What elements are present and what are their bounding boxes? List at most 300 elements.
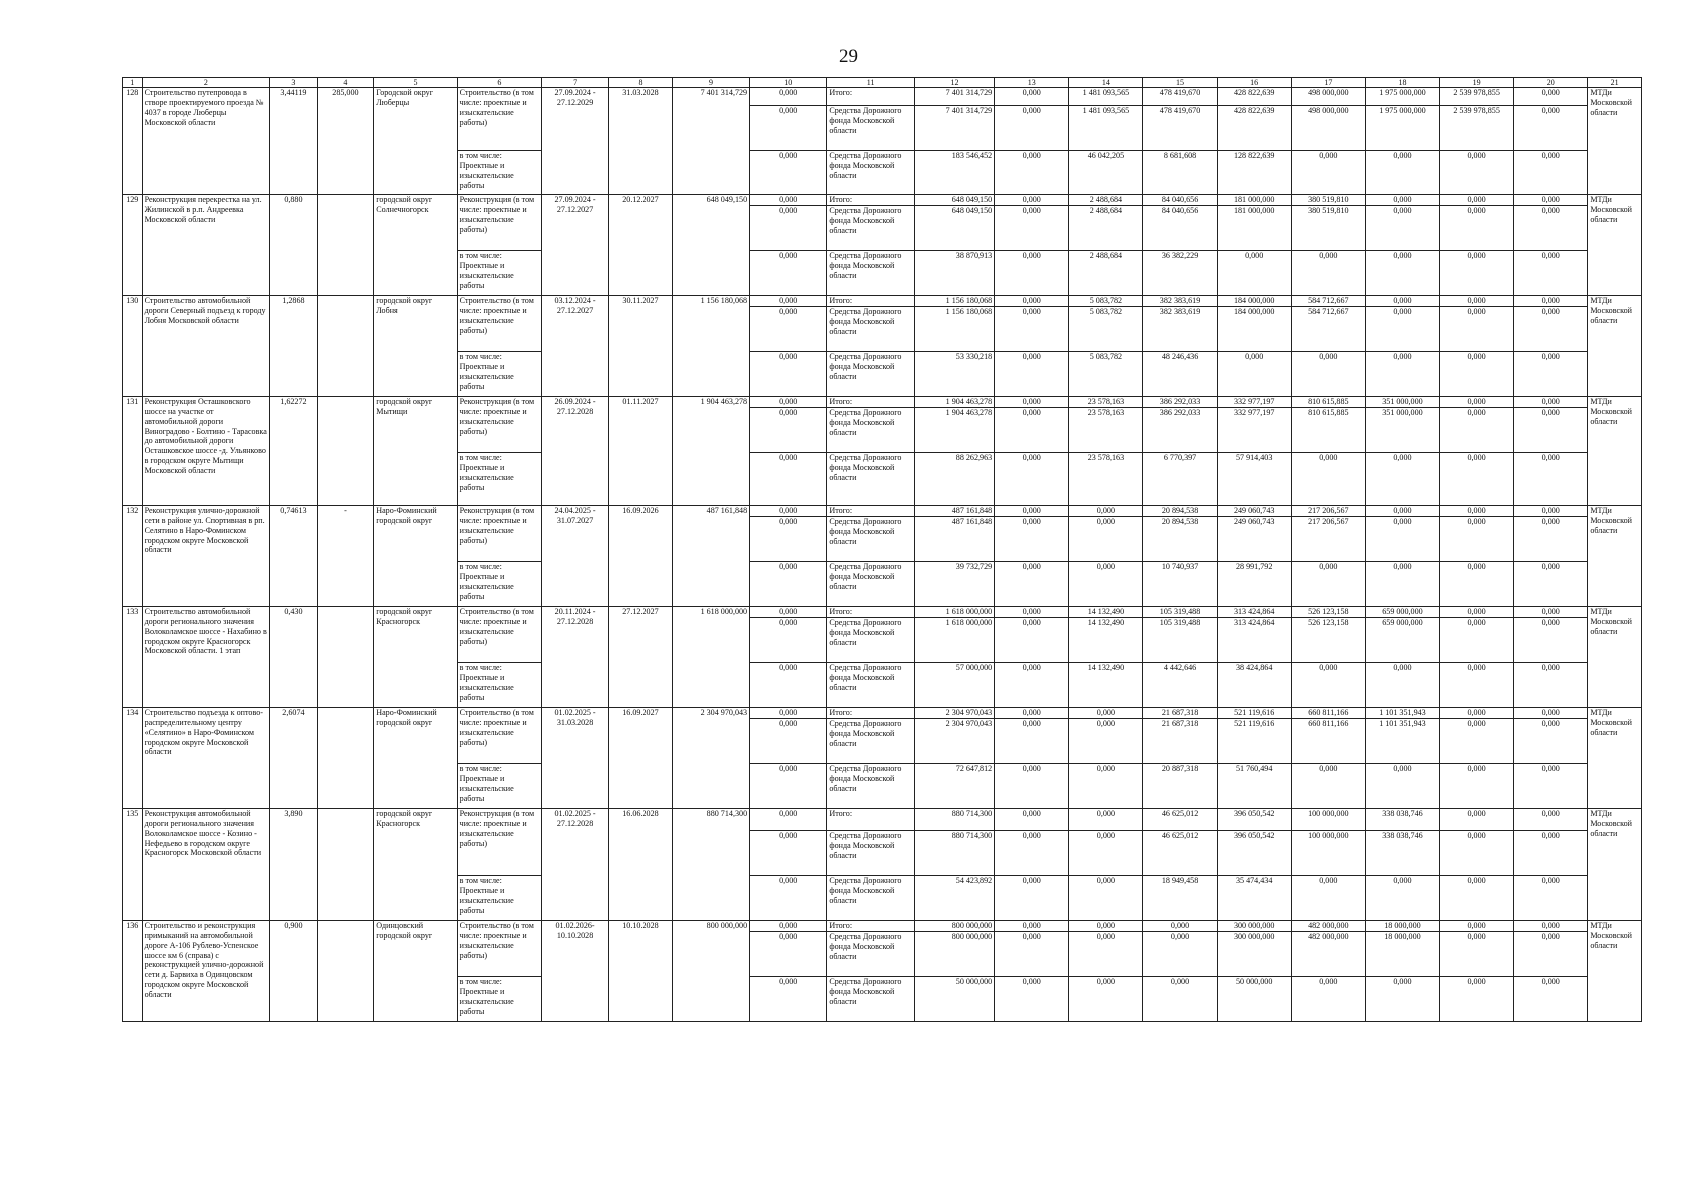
year-amount: 20 894,538 <box>1143 506 1217 517</box>
object-name: Строительство путепровода в створе проектируемого проезда № 4037 в городе Люберцы Московской области <box>142 88 270 195</box>
year-amount: 100 000,000 <box>1291 831 1365 876</box>
financed-amount: 0,000 <box>750 206 827 251</box>
year-amount: 0,000 <box>1514 708 1588 719</box>
total-cost: 1 904 463,278 <box>672 397 749 506</box>
work-dates: 01.02.2025 - 31.03.2028 <box>542 708 609 809</box>
responsible-org: МТДи Московской области <box>1588 506 1642 607</box>
year-amount: 498 000,000 <box>1291 88 1365 106</box>
financed-amount: 0,000 <box>750 831 827 876</box>
financed-amount: 0,000 <box>750 352 827 397</box>
year-amount: 526 123,158 <box>1291 618 1365 663</box>
column-number: 5 <box>374 78 457 88</box>
year-amount: 249 060,743 <box>1217 506 1291 517</box>
work-subtype: в том числе: Проектные и изыскательские работы <box>457 251 541 296</box>
work-type: Строительство (в том числе: проектные и изыскательские работы) <box>457 88 541 151</box>
completion-date: 16.09.2027 <box>609 708 673 809</box>
column-number: 20 <box>1514 78 1588 88</box>
year-amount: 0,000 <box>1440 408 1514 453</box>
year-amount: 482 000,000 <box>1291 921 1365 932</box>
year-amount: 0,000 <box>1440 307 1514 352</box>
year-amount: 478 419,670 <box>1143 106 1217 151</box>
object-name: Строительство автомобильной дороги регионального значения Волоколамское шоссе - Нахабино в городском округе Красногорск Московской области. 1 этап <box>142 607 270 708</box>
year-amount: 487 161,848 <box>914 506 994 517</box>
year-amount: 0,000 <box>995 206 1069 251</box>
year-amount: 300 000,000 <box>1217 932 1291 977</box>
year-amount: 57 000,000 <box>914 663 994 708</box>
year-amount: 482 000,000 <box>1291 932 1365 977</box>
year-amount: 0,000 <box>995 453 1069 506</box>
year-amount: 300 000,000 <box>1217 921 1291 932</box>
funding-source: Средства Дорожного фонда Московской области <box>827 764 915 809</box>
year-amount: 2 304 970,043 <box>914 708 994 719</box>
year-amount: 0,000 <box>1365 453 1439 506</box>
year-amount: 648 049,150 <box>914 195 994 206</box>
column-number: 4 <box>317 78 374 88</box>
year-amount: 1 156 180,068 <box>914 296 994 307</box>
year-amount: 8 681,608 <box>1143 151 1217 195</box>
year-amount: 0,000 <box>1291 453 1365 506</box>
year-amount: 0,000 <box>1440 618 1514 663</box>
year-amount: 7 401 314,729 <box>914 88 994 106</box>
page-number: 29 <box>839 46 858 67</box>
table-row <box>123 397 1642 408</box>
year-amount: 338 038,746 <box>1365 809 1439 831</box>
year-amount: 0,000 <box>995 921 1069 932</box>
year-amount: 0,000 <box>995 251 1069 296</box>
year-amount: 0,000 <box>1069 921 1143 932</box>
year-amount: 0,000 <box>1291 876 1365 921</box>
year-amount: 0,000 <box>1514 831 1588 876</box>
year-amount: 0,000 <box>1514 506 1588 517</box>
column-number: 11 <box>827 78 915 88</box>
year-amount: 23 578,163 <box>1069 453 1143 506</box>
year-amount: 0,000 <box>1440 296 1514 307</box>
year-amount: 800 000,000 <box>914 932 994 977</box>
object-name: Строительство автомобильной дороги Северный подъезд к городу Лобня Московской области <box>142 296 270 397</box>
total-cost: 487 161,848 <box>672 506 749 607</box>
year-amount: 0,000 <box>1514 307 1588 352</box>
year-amount: 0,000 <box>995 831 1069 876</box>
year-amount: 51 760,494 <box>1217 764 1291 809</box>
financed-amount: 0,000 <box>750 719 827 764</box>
year-amount: 1 101 351,943 <box>1365 719 1439 764</box>
table-row <box>123 296 1642 307</box>
year-amount: 0,000 <box>995 296 1069 307</box>
capacity-km: 1,62272 <box>270 397 317 506</box>
column-number: 10 <box>750 78 827 88</box>
year-amount: 0,000 <box>1440 663 1514 708</box>
row-number: 134 <box>123 708 143 809</box>
total-cost: 1 618 000,000 <box>672 607 749 708</box>
financed-amount: 0,000 <box>750 195 827 206</box>
year-amount: 0,000 <box>1217 352 1291 397</box>
row-number: 133 <box>123 607 143 708</box>
year-amount: 0,000 <box>1514 618 1588 663</box>
year-amount: 181 000,000 <box>1217 206 1291 251</box>
capacity-km: 0,880 <box>270 195 317 296</box>
capacity-km: 3,890 <box>270 809 317 921</box>
year-amount: 521 119,616 <box>1217 708 1291 719</box>
work-subtype: в том числе: Проектные и изыскательские работы <box>457 562 541 607</box>
year-amount: 0,000 <box>1514 251 1588 296</box>
year-amount: 5 083,782 <box>1069 307 1143 352</box>
capacity-km: 2,6074 <box>270 708 317 809</box>
year-amount: 57 914,403 <box>1217 453 1291 506</box>
financed-amount: 0,000 <box>750 517 827 562</box>
table-row <box>123 708 1642 719</box>
year-amount: 0,000 <box>1217 251 1291 296</box>
funding-source: Средства Дорожного фонда Московской области <box>827 453 915 506</box>
column-number-row <box>123 78 1642 88</box>
capacity-value <box>317 607 374 708</box>
year-amount: 53 330,218 <box>914 352 994 397</box>
financed-amount: 0,000 <box>750 932 827 977</box>
capacity-value <box>317 195 374 296</box>
year-amount: 648 049,150 <box>914 206 994 251</box>
capacity-value <box>317 397 374 506</box>
year-amount: 0,000 <box>1514 408 1588 453</box>
responsible-org: МТДи Московской области <box>1588 195 1642 296</box>
year-amount: 35 474,434 <box>1217 876 1291 921</box>
work-dates: 27.09.2024 - 27.12.2027 <box>542 195 609 296</box>
object-name: Реконструкция автомобильной дороги регионального значения Волоколамское шоссе - Козино - Нефедьево в городском округе Красногорск Московской области <box>142 809 270 921</box>
year-amount: 0,000 <box>1514 195 1588 206</box>
year-amount: 0,000 <box>1440 506 1514 517</box>
year-amount: 54 423,892 <box>914 876 994 921</box>
table-row <box>123 88 1642 106</box>
funding-source: Средства Дорожного фонда Московской области <box>827 977 915 1022</box>
year-amount: 0,000 <box>1440 517 1514 562</box>
total-cost: 648 049,150 <box>672 195 749 296</box>
year-amount: 0,000 <box>1440 932 1514 977</box>
year-amount: 0,000 <box>1291 352 1365 397</box>
completion-date: 20.12.2027 <box>609 195 673 296</box>
year-amount: 0,000 <box>1514 517 1588 562</box>
year-amount: 50 000,000 <box>1217 977 1291 1022</box>
work-subtype: в том числе: Проектные и изыскательские работы <box>457 876 541 921</box>
year-amount: 0,000 <box>1440 831 1514 876</box>
funding-source: Итого: <box>827 708 915 719</box>
year-amount: 428 822,639 <box>1217 88 1291 106</box>
year-amount: 880 714,300 <box>914 809 994 831</box>
funding-source: Итого: <box>827 397 915 408</box>
year-amount: 659 000,000 <box>1365 618 1439 663</box>
year-amount: 0,000 <box>995 88 1069 106</box>
municipality: городской округ Солнечногорск <box>374 195 457 296</box>
financed-amount: 0,000 <box>750 397 827 408</box>
year-amount: 0,000 <box>1069 809 1143 831</box>
column-number: 8 <box>609 78 673 88</box>
object-name: Строительство подъезда к оптово-распределительному центру «Селятино» в Наро-Фоминском городском округе Московской области <box>142 708 270 809</box>
year-amount: 0,000 <box>1143 977 1217 1022</box>
work-subtype: в том числе: Проектные и изыскательские работы <box>457 663 541 708</box>
year-amount: 0,000 <box>1440 151 1514 195</box>
financed-amount: 0,000 <box>750 453 827 506</box>
capacity-value <box>317 296 374 397</box>
municipality: Городской округ Люберцы <box>374 88 457 195</box>
year-amount: 217 206,567 <box>1291 517 1365 562</box>
financed-amount: 0,000 <box>750 307 827 352</box>
year-amount: 659 000,000 <box>1365 607 1439 618</box>
year-amount: 0,000 <box>1440 764 1514 809</box>
completion-date: 16.06.2028 <box>609 809 673 921</box>
municipality: городской округ Лобня <box>374 296 457 397</box>
financed-amount: 0,000 <box>750 977 827 1022</box>
financed-amount: 0,000 <box>750 708 827 719</box>
year-amount: 0,000 <box>1365 195 1439 206</box>
work-dates: 26.09.2024 - 27.12.2028 <box>542 397 609 506</box>
column-number: 15 <box>1143 78 1217 88</box>
financed-amount: 0,000 <box>750 607 827 618</box>
year-amount: 38 424,864 <box>1217 663 1291 708</box>
work-dates: 01.02.2025 - 27.12.2028 <box>542 809 609 921</box>
year-amount: 0,000 <box>995 708 1069 719</box>
year-amount: 88 262,963 <box>914 453 994 506</box>
column-number: 21 <box>1588 78 1642 88</box>
financed-amount: 0,000 <box>750 408 827 453</box>
object-name: Реконструкция улично-дорожной сети в районе ул. Спортивная в рп. Селятино в Наро-Фоминском городском округе Московской области <box>142 506 270 607</box>
year-amount: 128 822,639 <box>1217 151 1291 195</box>
work-dates: 01.02.2026- 10.10.2028 <box>542 921 609 1022</box>
year-amount: 0,000 <box>1514 607 1588 618</box>
funding-source: Итого: <box>827 506 915 517</box>
funding-source: Средства Дорожного фонда Московской области <box>827 307 915 352</box>
row-number: 130 <box>123 296 143 397</box>
funding-source: Средства Дорожного фонда Московской области <box>827 517 915 562</box>
year-amount: 2 488,684 <box>1069 251 1143 296</box>
funding-source: Итого: <box>827 809 915 831</box>
responsible-org: МТДи Московской области <box>1588 607 1642 708</box>
year-amount: 0,000 <box>1514 562 1588 607</box>
year-amount: 0,000 <box>1514 352 1588 397</box>
completion-date: 01.11.2027 <box>609 397 673 506</box>
year-amount: 1 618 000,000 <box>914 607 994 618</box>
year-amount: 660 811,166 <box>1291 708 1365 719</box>
total-cost: 1 156 180,068 <box>672 296 749 397</box>
year-amount: 28 991,792 <box>1217 562 1291 607</box>
year-amount: 0,000 <box>1514 921 1588 932</box>
year-amount: 6 770,397 <box>1143 453 1217 506</box>
object-name: Строительство и реконструкция примыканий на автомобильной дороге А-106 Рублево-Успенское шоссе км 6 (справа) с реконструкцией улично-дорожной сети д. Барвиха в Одинцовском городском округе Московской области <box>142 921 270 1022</box>
year-amount: 0,000 <box>1514 977 1588 1022</box>
funding-source: Итого: <box>827 88 915 106</box>
work-subtype: в том числе: Проектные и изыскательские работы <box>457 352 541 397</box>
funding-source: Итого: <box>827 921 915 932</box>
year-amount: 18 000,000 <box>1365 921 1439 932</box>
year-amount: 0,000 <box>1365 506 1439 517</box>
year-amount: 0,000 <box>1291 562 1365 607</box>
year-amount: 181 000,000 <box>1217 195 1291 206</box>
capacity-km: 3,44119 <box>270 88 317 195</box>
table-row <box>123 809 1642 831</box>
responsible-org: МТДи Московской области <box>1588 809 1642 921</box>
year-amount: 382 383,619 <box>1143 307 1217 352</box>
year-amount: 0,000 <box>1514 296 1588 307</box>
row-number: 132 <box>123 506 143 607</box>
year-amount: 1 101 351,943 <box>1365 708 1439 719</box>
year-amount: 0,000 <box>1069 517 1143 562</box>
year-amount: 313 424,864 <box>1217 607 1291 618</box>
year-amount: 0,000 <box>1514 719 1588 764</box>
year-amount: 498 000,000 <box>1291 106 1365 151</box>
year-amount: 0,000 <box>995 151 1069 195</box>
funding-source: Средства Дорожного фонда Московской области <box>827 663 915 708</box>
year-amount: 0,000 <box>1440 708 1514 719</box>
year-amount: 0,000 <box>995 618 1069 663</box>
year-amount: 0,000 <box>1365 517 1439 562</box>
year-amount: 880 714,300 <box>914 831 994 876</box>
year-amount: 0,000 <box>1514 663 1588 708</box>
financed-amount: 0,000 <box>750 251 827 296</box>
financed-amount: 0,000 <box>750 151 827 195</box>
year-amount: 5 083,782 <box>1069 352 1143 397</box>
work-type: Строительство (в том числе: проектные и изыскательские работы) <box>457 296 541 352</box>
year-amount: 351 000,000 <box>1365 408 1439 453</box>
funding-source: Итого: <box>827 195 915 206</box>
year-amount: 810 615,885 <box>1291 408 1365 453</box>
year-amount: 0,000 <box>1069 506 1143 517</box>
year-amount: 0,000 <box>1440 921 1514 932</box>
year-amount: 0,000 <box>1291 251 1365 296</box>
year-amount: 0,000 <box>1143 921 1217 932</box>
year-amount: 0,000 <box>1365 251 1439 296</box>
year-amount: 380 519,810 <box>1291 195 1365 206</box>
year-amount: 332 977,197 <box>1217 397 1291 408</box>
year-amount: 0,000 <box>1440 453 1514 506</box>
year-amount: 396 050,542 <box>1217 831 1291 876</box>
municipality: городской округ Красногорск <box>374 809 457 921</box>
funding-source: Средства Дорожного фонда Московской области <box>827 876 915 921</box>
year-amount: 14 132,490 <box>1069 663 1143 708</box>
year-amount: 526 123,158 <box>1291 607 1365 618</box>
year-amount: 0,000 <box>995 307 1069 352</box>
year-amount: 84 040,656 <box>1143 195 1217 206</box>
year-amount: 0,000 <box>995 663 1069 708</box>
year-amount: 0,000 <box>1440 719 1514 764</box>
total-cost: 800 000,000 <box>672 921 749 1022</box>
year-amount: 0,000 <box>1440 876 1514 921</box>
object-name: Реконструкция перекрестка на ул. Жилинской в р.п. Андреевка Московской области <box>142 195 270 296</box>
year-amount: 0,000 <box>1069 708 1143 719</box>
capacity-value <box>317 921 374 1022</box>
year-amount: 0,000 <box>995 408 1069 453</box>
work-subtype: в том числе: Проектные и изыскательские работы <box>457 151 541 195</box>
row-number: 129 <box>123 195 143 296</box>
financed-amount: 0,000 <box>750 562 827 607</box>
year-amount: 38 870,913 <box>914 251 994 296</box>
year-amount: 0,000 <box>1365 764 1439 809</box>
capacity-km: 0,430 <box>270 607 317 708</box>
year-amount: 0,000 <box>1069 719 1143 764</box>
year-amount: 1 618 000,000 <box>914 618 994 663</box>
completion-date: 31.03.2028 <box>609 88 673 195</box>
year-amount: 0,000 <box>995 607 1069 618</box>
year-amount: 23 578,163 <box>1069 408 1143 453</box>
municipality: городской округ Мытищи <box>374 397 457 506</box>
year-amount: 0,000 <box>995 932 1069 977</box>
year-amount: 0,000 <box>1291 977 1365 1022</box>
year-amount: 0,000 <box>995 876 1069 921</box>
year-amount: 0,000 <box>1365 663 1439 708</box>
total-cost: 2 304 970,043 <box>672 708 749 809</box>
row-number: 136 <box>123 921 143 1022</box>
work-type: Реконструкция (в том числе: проектные и изыскательские работы) <box>457 397 541 453</box>
year-amount: 2 488,684 <box>1069 206 1143 251</box>
year-amount: 351 000,000 <box>1365 397 1439 408</box>
responsible-org: МТДи Московской области <box>1588 921 1642 1022</box>
responsible-org: МТДи Московской области <box>1588 88 1642 195</box>
year-amount: 0,000 <box>1365 296 1439 307</box>
year-amount: 0,000 <box>1514 151 1588 195</box>
year-amount: 478 419,670 <box>1143 88 1217 106</box>
column-number: 12 <box>914 78 994 88</box>
year-amount: 7 401 314,729 <box>914 106 994 151</box>
capacity-value <box>317 708 374 809</box>
year-amount: 313 424,864 <box>1217 618 1291 663</box>
financed-amount: 0,000 <box>750 618 827 663</box>
financed-amount: 0,000 <box>750 296 827 307</box>
year-amount: 0,000 <box>1440 195 1514 206</box>
year-amount: 810 615,885 <box>1291 397 1365 408</box>
year-amount: 382 383,619 <box>1143 296 1217 307</box>
column-number: 19 <box>1440 78 1514 88</box>
funding-table <box>122 77 1642 1022</box>
year-amount: 4 442,646 <box>1143 663 1217 708</box>
year-amount: 0,000 <box>1440 977 1514 1022</box>
column-number: 7 <box>542 78 609 88</box>
financed-amount: 0,000 <box>750 88 827 106</box>
year-amount: 0,000 <box>995 397 1069 408</box>
municipality: Одинцовский городской округ <box>374 921 457 1022</box>
year-amount: 584 712,667 <box>1291 296 1365 307</box>
work-type: Строительство (в том числе: проектные и изыскательские работы) <box>457 921 541 977</box>
year-amount: 0,000 <box>1365 206 1439 251</box>
capacity-value: 285,000 <box>317 88 374 195</box>
row-number: 128 <box>123 88 143 195</box>
financed-amount: 0,000 <box>750 764 827 809</box>
funding-source: Средства Дорожного фонда Московской области <box>827 831 915 876</box>
capacity-km: 1,2868 <box>270 296 317 397</box>
object-name: Реконструкция Осташковского шоссе на участке от автомобильной дороги Виноградово - Болтино - Тарасовка до автомобильной дороги Осташковское шоссе -д. Ульянково в городском округе Мытищи Московской области <box>142 397 270 506</box>
year-amount: 1 975 000,000 <box>1365 106 1439 151</box>
table-row <box>123 195 1642 206</box>
year-amount: 217 206,567 <box>1291 506 1365 517</box>
year-amount: 20 894,538 <box>1143 517 1217 562</box>
year-amount: 84 040,656 <box>1143 206 1217 251</box>
year-amount: 521 119,616 <box>1217 719 1291 764</box>
work-type: Реконструкция (в том числе: проектные и изыскательские работы) <box>457 195 541 251</box>
work-type: Строительство (в том числе: проектные и изыскательские работы) <box>457 607 541 663</box>
year-amount: 0,000 <box>1291 764 1365 809</box>
funding-source: Итого: <box>827 607 915 618</box>
year-amount: 487 161,848 <box>914 517 994 562</box>
year-amount: 72 647,812 <box>914 764 994 809</box>
year-amount: 0,000 <box>1514 106 1588 151</box>
column-number: 6 <box>457 78 541 88</box>
capacity-km: 0,900 <box>270 921 317 1022</box>
year-amount: 0,000 <box>1365 307 1439 352</box>
column-number: 2 <box>142 78 270 88</box>
year-amount: 0,000 <box>995 977 1069 1022</box>
municipality: Наро-Фоминский городской округ <box>374 708 457 809</box>
total-cost: 880 714,300 <box>672 809 749 921</box>
column-number: 16 <box>1217 78 1291 88</box>
work-dates: 20.11.2024 - 27.12.2028 <box>542 607 609 708</box>
year-amount: 1 156 180,068 <box>914 307 994 352</box>
column-number: 18 <box>1365 78 1439 88</box>
year-amount: 386 292,033 <box>1143 408 1217 453</box>
year-amount: 0,000 <box>1143 932 1217 977</box>
